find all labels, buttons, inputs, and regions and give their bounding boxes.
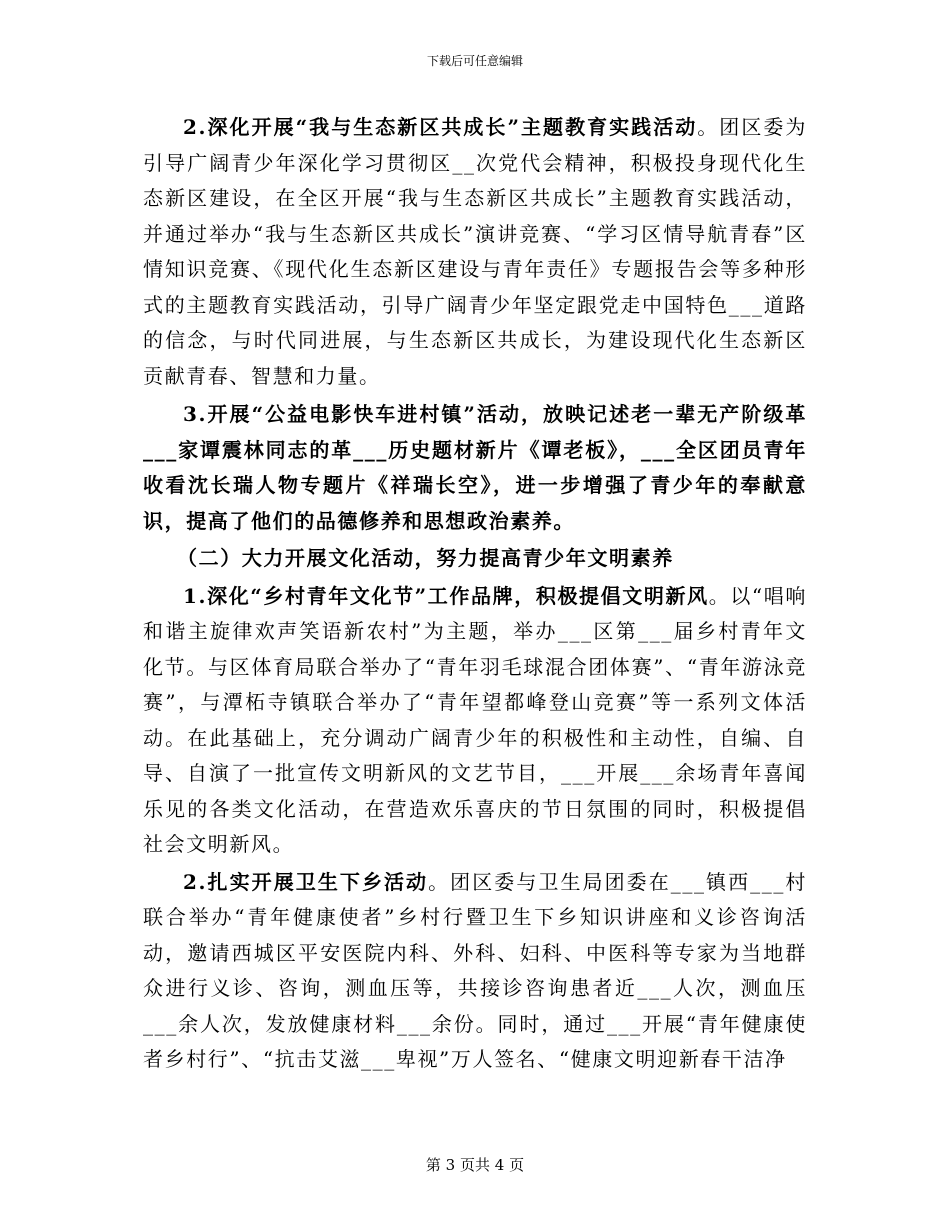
page-footer: 第 3 页共 4 页: [425, 1156, 525, 1174]
document-body: [143, 110, 807, 1078]
paragraph-culture-festival: [143, 579, 807, 863]
paragraph-body: 。以“唱响和谐主旋律欢声笑语新农村”为主题，举办___区第___届乡村青年文化节。与区体育局联合举办了“青年羽毛球混合团体赛”、“青年游泳竞赛”，与潭柘寺镇联合举办了“青年望都峰登山竞赛”等一系列文体活动。在此基础上，充分调动广阔青少年的积极性和主动性，自编、自导、自演了一批宣传文明新风的文艺节目，___开展___余场青年喜闻乐见的各类文化活动，在营造欢乐喜庆的节日氛围的同时，积极提倡社会文明新风。: [143, 583, 807, 856]
paragraph-lead: 2.深化开展“我与生态新区共成长”主题教育实践活动: [183, 115, 698, 139]
paragraph-body: 。团区委为引导广阔青少年深化学习贯彻区__次党代会精神，积极投身现代化生态新区建设，在全区开展“我与生态新区共成长”主题教育实践活动，并通过举办“我与生态新区共成长”演讲竞赛、“学习区情导航青春”区情知识竞赛、《现代化生态新区建设与青年责任》专题报告会等多种形式的主题教育实践活动，引导广阔青少年坚定跟党走中国特色___道路的信念，与时代同进展，与生态新区共成长，为建设现代化生态新区贡献青春、智慧和力量。: [143, 115, 807, 388]
paragraph-practice-activity: [143, 110, 807, 394]
paragraph-health-activity: [143, 865, 807, 1078]
paragraph-lead: 2.扎实开展卫生下乡活动: [183, 869, 429, 894]
paragraph-film-activity: 3.开展“公益电影快车进村镇”活动，放映记述老一辈无产阶级革___家谭震林同志的革___历史题材新片《谭老板》，___全区团员青年收看沈长瑞人物专题片《祥瑞长空》，进一步增强了青少年的奉献意识，提高了他们的品德修养和思想政治素养。: [143, 402, 807, 533]
paragraph-body: 。团区委与卫生局团委在___镇西___村联合举办“青年健康使者”乡村行暨卫生下乡知识讲座和义诊咨询活动，邀请西城区平安医院内科、外科、妇科、中医科等专家为当地群众进行义诊、咨询，测血压等，共接诊咨询患者近___人次，测血压___余人次，发放健康材料___余份。同时，通过___开展“青年健康使者乡村行”、“抗击艾滋___卑视”万人签名、“健康文明迎新春干洁净: [143, 869, 807, 1071]
page-header: 下载后可任意编辑: [426, 54, 523, 68]
paragraph-lead: 1.深化“乡村青年文化节”工作品牌，积极提倡文明新风: [183, 583, 709, 608]
section-heading-culture: （二）大力开展文化活动，努力提高青少年文明素养: [177, 546, 674, 570]
